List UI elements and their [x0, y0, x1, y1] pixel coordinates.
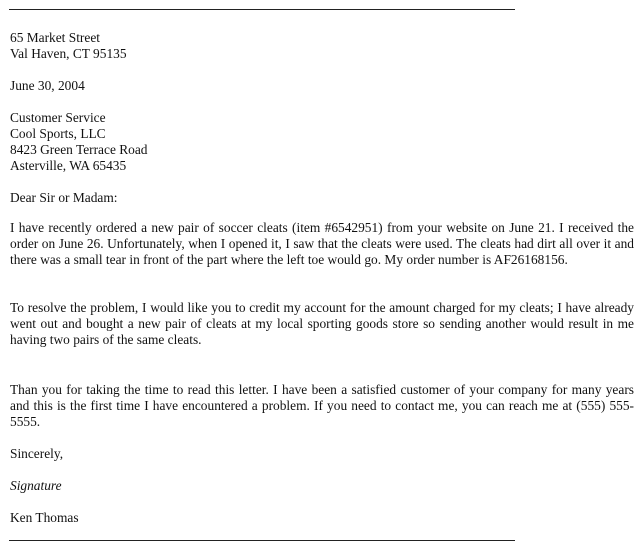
recipient-company: Cool Sports, LLC	[10, 126, 106, 141]
top-divider	[9, 9, 515, 10]
recipient-city: Asterville, WA 65435	[10, 158, 127, 173]
closing-text: Sincerely,	[10, 446, 64, 461]
paragraph-text: To resolve the problem, I would like you to credit my account for the amount charged for my cleats; I have already went out and bought a new pair of cleats at my local sporting goods store so sending another would result in me having two pairs of the same cleats.	[10, 300, 634, 347]
paragraph-text: Than you for taking the time to read this letter. I have been a satisfied customer of your company for many years and this is the first time I have encountered a problem. If you need to contact me, you can reach me at (555) 555-5555.	[10, 382, 634, 429]
sender-city: Val Haven, CT 95135	[10, 46, 127, 61]
salutation	[10, 190, 634, 206]
letter-date	[10, 78, 634, 94]
signature-text: Signature	[10, 478, 62, 493]
body-paragraph-1	[10, 220, 634, 268]
bottom-divider	[9, 540, 515, 541]
recipient-name: Customer Service	[10, 110, 106, 125]
paragraph-text: I have recently ordered a new pair of soccer cleats (item #6542951) from your website on June 21. I received the order on June 26. Unfortunately, when I opened it, I saw that the cleats were used. The cleats had dirt all over it and there was a small tear in front of the part where the left toe would go. My order number is AF26168156.	[10, 220, 634, 267]
salutation-text: Dear Sir or Madam:	[10, 190, 118, 205]
body-paragraph-3	[10, 382, 634, 430]
recipient-address	[10, 110, 634, 174]
sender-street: 65 Market Street	[10, 30, 100, 45]
body-paragraph-2	[10, 300, 634, 348]
signature	[10, 478, 634, 494]
sender-address	[10, 30, 634, 62]
closing	[10, 446, 634, 462]
signer-name	[10, 510, 634, 526]
recipient-street: 8423 Green Terrace Road	[10, 142, 148, 157]
signer-text: Ken Thomas	[10, 510, 79, 525]
date-text: June 30, 2004	[10, 78, 85, 93]
